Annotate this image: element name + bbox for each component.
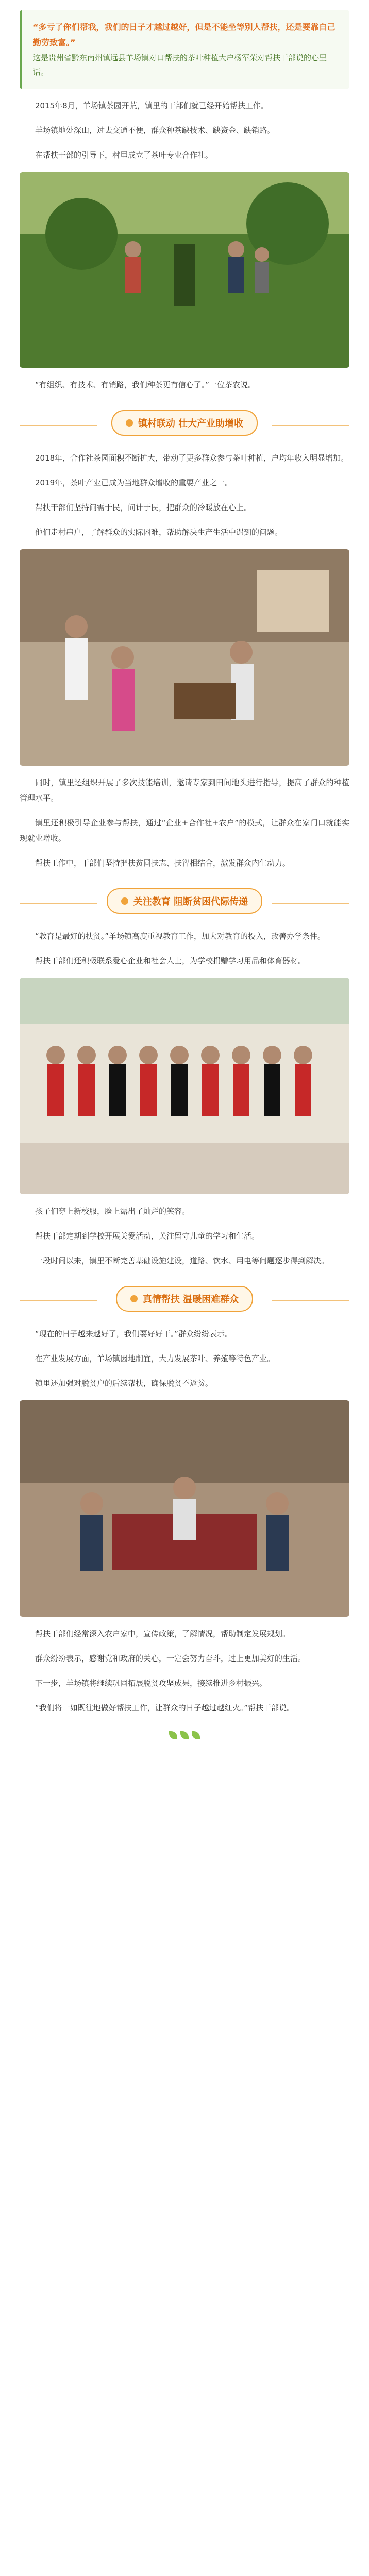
- paragraph: “我们将一如既往地做好帮扶工作，让群众的日子越过越红火。”帮扶干部说。: [35, 1703, 295, 1713]
- section-title-industry: [20, 410, 349, 441]
- leaf-icon: [169, 1731, 177, 1739]
- paragraph: 2015年8月，羊场镇茶园开荒，镇里的干部们就已经开始帮扶工作。: [35, 101, 269, 110]
- article-page: [0, 10, 369, 2576]
- lead-quote-source: 这是贵州省黔东南州镇远县羊场镇对口帮扶的茶叶种植大户杨军荣对帮扶干部说的心里话。: [33, 53, 327, 77]
- badge-dot-icon: [121, 897, 128, 905]
- meeting-image: [20, 1400, 349, 1617]
- paragraph: 在产业发展方面，羊场镇因地制宜，大力发展茶叶、养殖等特色产业。: [35, 1354, 275, 1363]
- home-visit-image: [20, 549, 349, 766]
- paragraph: 镇里还加强对脱贫户的后续帮扶，确保脱贫不返贫。: [35, 1379, 213, 1388]
- paragraph: “教育是最好的扶贫。”羊场镇高度重视教育工作，加大对教育的投入，改善办学条件。: [35, 931, 326, 941]
- title-line-right: [272, 1300, 349, 1301]
- section-badge: [116, 1286, 253, 1312]
- section-badge: [111, 410, 258, 436]
- photo-children: [20, 978, 349, 1194]
- tea-field-image: [20, 172, 349, 368]
- paragraph: 帮扶干部们坚持问需于民，问计于民，把群众的冷暖放在心上。: [35, 503, 252, 512]
- title-line-right: [272, 425, 349, 426]
- badge-dot-icon: [126, 419, 133, 427]
- photo-home-visit: [20, 549, 349, 766]
- title-line-left: [20, 425, 97, 426]
- paragraph: 他们走村串户，了解群众的实际困难，帮助解决生产生活中遇到的问题。: [35, 528, 283, 537]
- leaf-icon: [192, 1731, 200, 1739]
- paragraph: 在帮扶干部的引导下，村里成立了茶叶专业合作社。: [35, 150, 213, 160]
- section-title-text: 关注教育 阻断贫困代际传递: [133, 896, 248, 907]
- section-title-care: [20, 1286, 349, 1317]
- photo-tea-field: [20, 172, 349, 368]
- paragraph: 一段时间以来，镇里不断完善基础设施建设，道路、饮水、用电等问题逐步得到解决。: [35, 1256, 329, 1265]
- paragraph: 帮扶干部定期到学校开展关爱活动，关注留守儿童的学习和生活。: [35, 1231, 260, 1241]
- title-line-left: [20, 903, 97, 904]
- badge-dot-icon: [130, 1295, 138, 1302]
- section-title-text: 真情帮扶 温暖困难群众: [142, 1294, 239, 1305]
- title-line-left: [20, 1300, 97, 1301]
- paragraph: 孩子们穿上新校服，脸上露出了灿烂的笑容。: [35, 1207, 190, 1216]
- paragraph: 下一步，羊场镇将继续巩固拓展脱贫攻坚成果，接续推进乡村振兴。: [35, 1679, 267, 1688]
- title-line-right: [272, 903, 349, 904]
- paragraph: “现在的日子越来越好了，我们要好好干。”群众纷纷表示。: [35, 1329, 233, 1338]
- paragraph: 镇里还积极引导企业参与帮扶，通过“企业+合作社+农户”的模式，让群众在家门口就能实现就业增收。: [20, 818, 349, 843]
- leaf-icon: [180, 1731, 189, 1739]
- section-title-education: [20, 888, 349, 919]
- paragraph: “有组织、有技术、有销路，我们种茶更有信心了。”一位茶农说。: [35, 380, 256, 389]
- paragraph: 同时，镇里还组织开展了多次技能培训，邀请专家到田间地头进行指导，提高了群众的种植管理水平。: [20, 778, 349, 803]
- photo-meeting: [20, 1400, 349, 1617]
- paragraph: 帮扶干部们还积极联系爱心企业和社会人士，为学校捐赠学习用品和体育器材。: [35, 956, 306, 965]
- end-divider: [154, 1731, 215, 1739]
- paragraph: 2018年，合作社茶园面积不断扩大，带动了更多群众参与茶叶种植，户均年收入明显增加。: [35, 453, 349, 463]
- section-badge: [107, 888, 262, 914]
- section-title-text: 镇村联动 壮大产业助增收: [138, 418, 244, 429]
- lead-quote: [20, 10, 349, 89]
- paragraph: 2019年，茶叶产业已成为当地群众增收的重要产业之一。: [35, 478, 233, 487]
- children-image: [20, 978, 349, 1194]
- paragraph: 群众纷纷表示，感谢党和政府的关心，一定会努力奋斗，过上更加美好的生活。: [35, 1654, 306, 1663]
- paragraph: 帮扶干部们经常深入农户家中，宣传政策，了解情况，帮助制定发展规划。: [35, 1629, 291, 1638]
- lead-quote-main: “多亏了你们帮我，我们的日子才越过越好，但是不能坐等别人帮扶，还是要靠自己勤劳致富。”: [33, 22, 336, 47]
- paragraph: 帮扶工作中，干部们坚持把扶贫同扶志、扶智相结合，激发群众内生动力。: [35, 858, 291, 868]
- paragraph: 羊场镇地处深山，过去交通不便，群众种茶缺技术、缺资金、缺销路。: [35, 126, 275, 135]
